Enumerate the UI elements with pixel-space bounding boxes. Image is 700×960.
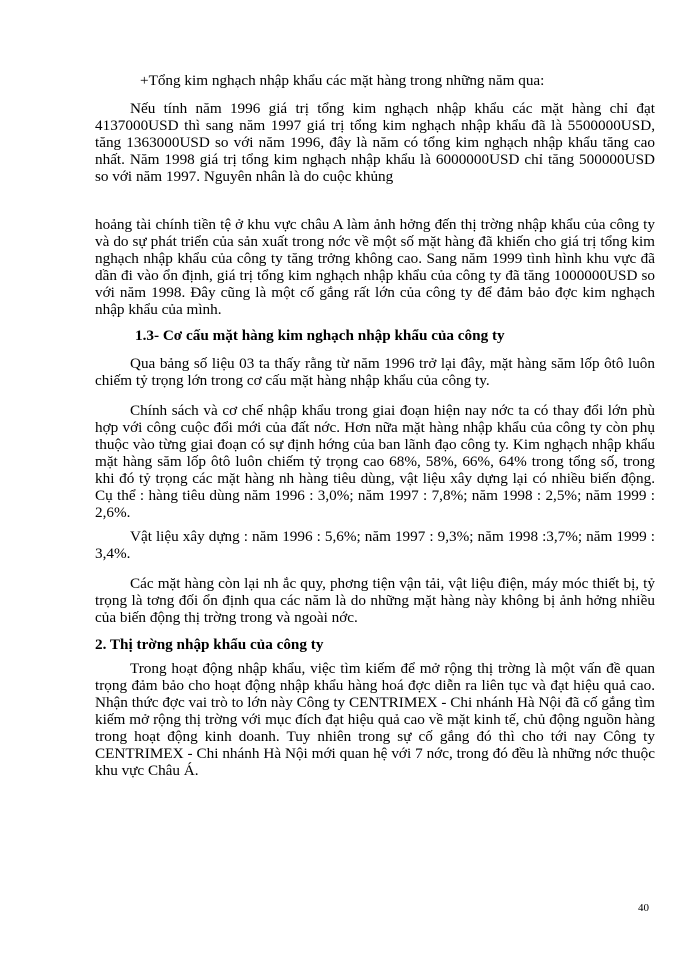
paragraph-building-materials: Vật liệu xây dựng : năm 1996 : 5,6%; năm 1997 : 9,3%; năm 1998 :3,7%; năm 1999 : 3,4%. — [95, 528, 655, 562]
paragraph-other-goods: Các mặt hàng còn lại nh ắc quy, phơng tiện vận tải, vật liệu điện, máy móc thiết bị, tỷ trọng là tơng đối ổn định qua các năm là do những mặt hàng này không bị ảnh hởng nhiều của biến động thị trờng trong và ngoài nớc. — [95, 575, 655, 626]
paragraph-import-policy: Chính sách và cơ chế nhập khẩu trong giai đoạn hiện nay nớc ta có thay đổi lớn phù hợp với công cuộc đổi mới của đất nớc. Hơn nữa mặt hàng nhập khẩu của công ty còn phụ thuộc vào từng giai đoạn có sự định hớng của ban lãnh đạo công ty. Kim nghạch nhập khẩu mặt hàng săm lốp ôtô luôn chiếm tỷ trọng cao 68%, 58%, 66%, 64% trong tổng số, trong khi đó tỷ trọng các mặt hàng nh hàng tiêu dùng, vật liệu xây dựng lại có nhiều biến động. Cụ thể : hàng tiêu dùng năm 1996 : 3,0%; năm 1997 : 7,8%; năm 1998 : 2,5%; năm 1999 : 2,6%. — [95, 402, 655, 521]
page-number: 40 — [638, 902, 649, 914]
paragraph-tire-share: Qua bảng số liệu 03 ta thấy rằng từ năm 1996 trở lại đây, mặt hàng săm lốp ôtô luôn chiếm tỷ trọng lớn trong cơ cấu mặt hàng nhập khẩu của công ty. — [95, 355, 655, 389]
paragraph-financial-crisis: hoảng tài chính tiền tệ ở khu vực châu A làm ảnh hởng đến thị trờng nhập khẩu của công ty và do sự phát triển của sản xuất trong nớc về một số mặt hàng đã khiến cho giá trị tổng kim nghạch nhập khẩu của công ty tăng trởng không cao. Sang năm 1999 tình hình khu vực đã dần đi vào ổn định, giá trị tổng kim nghạch nhập khẩu của công ty đã tăng 1000000USD so với năm 1998. Đây cũng là một cố gắng rất lớn của công ty để đảm bảo đợc kim nghạch nhập khẩu của mình. — [95, 216, 655, 318]
section-heading-import-structure: 1.3- Cơ cấu mặt hàng kim nghạch nhập khẩu của công ty — [135, 327, 505, 344]
paragraph-import-growth: Nếu tính năm 1996 giá trị tổng kim nghạch nhập khẩu các mặt hàng chỉ đạt 4137000USD thì sang năm 1997 giá trị tổng kim nghạch nhập khẩu đã là 5500000USD, tăng 1363000USD so với năm 1996, đây là năm có tổng kim nghạch nhập khẩu tăng cao nhất. Năm 1998 giá trị tổng kim nghạch nhập khẩu là 6000000USD chỉ tăng 500000USD so với năm 1997. Nguyên nhân là do cuộc khủng — [95, 100, 655, 185]
paragraph-market-expansion: Trong hoạt động nhập khẩu, việc tìm kiếm để mở rộng thị trờng là một vấn đề quan trọng đảm bảo cho hoạt động nhập khẩu hàng hoá đợc diễn ra liên tục và đạt hiệu quả cao. Nhận thức đợc vai trò to lớn này Công ty CENTRIMEX - Chi nhánh Hà Nội đã cố gắng tìm kiếm mở rộng thị trờng với mục đích đạt hiệu quả cao về mặt kinh tế, chủ động nguồn hàng trong hoạt động kinh doanh. Tuy nhiên trong sự cố gắng đó thì cho tới nay Công ty CENTRIMEX - Chi nhánh Hà Nội mới quan hệ với 7 nớc, trong đó đều là những nớc thuộc khu vực Châu Á. — [95, 660, 655, 779]
lead-line: +Tổng kim nghạch nhập khẩu các mặt hàng trong những năm qua: — [140, 72, 545, 89]
section-heading-import-market: 2. Thị trờng nhập khẩu của công ty — [95, 636, 324, 653]
